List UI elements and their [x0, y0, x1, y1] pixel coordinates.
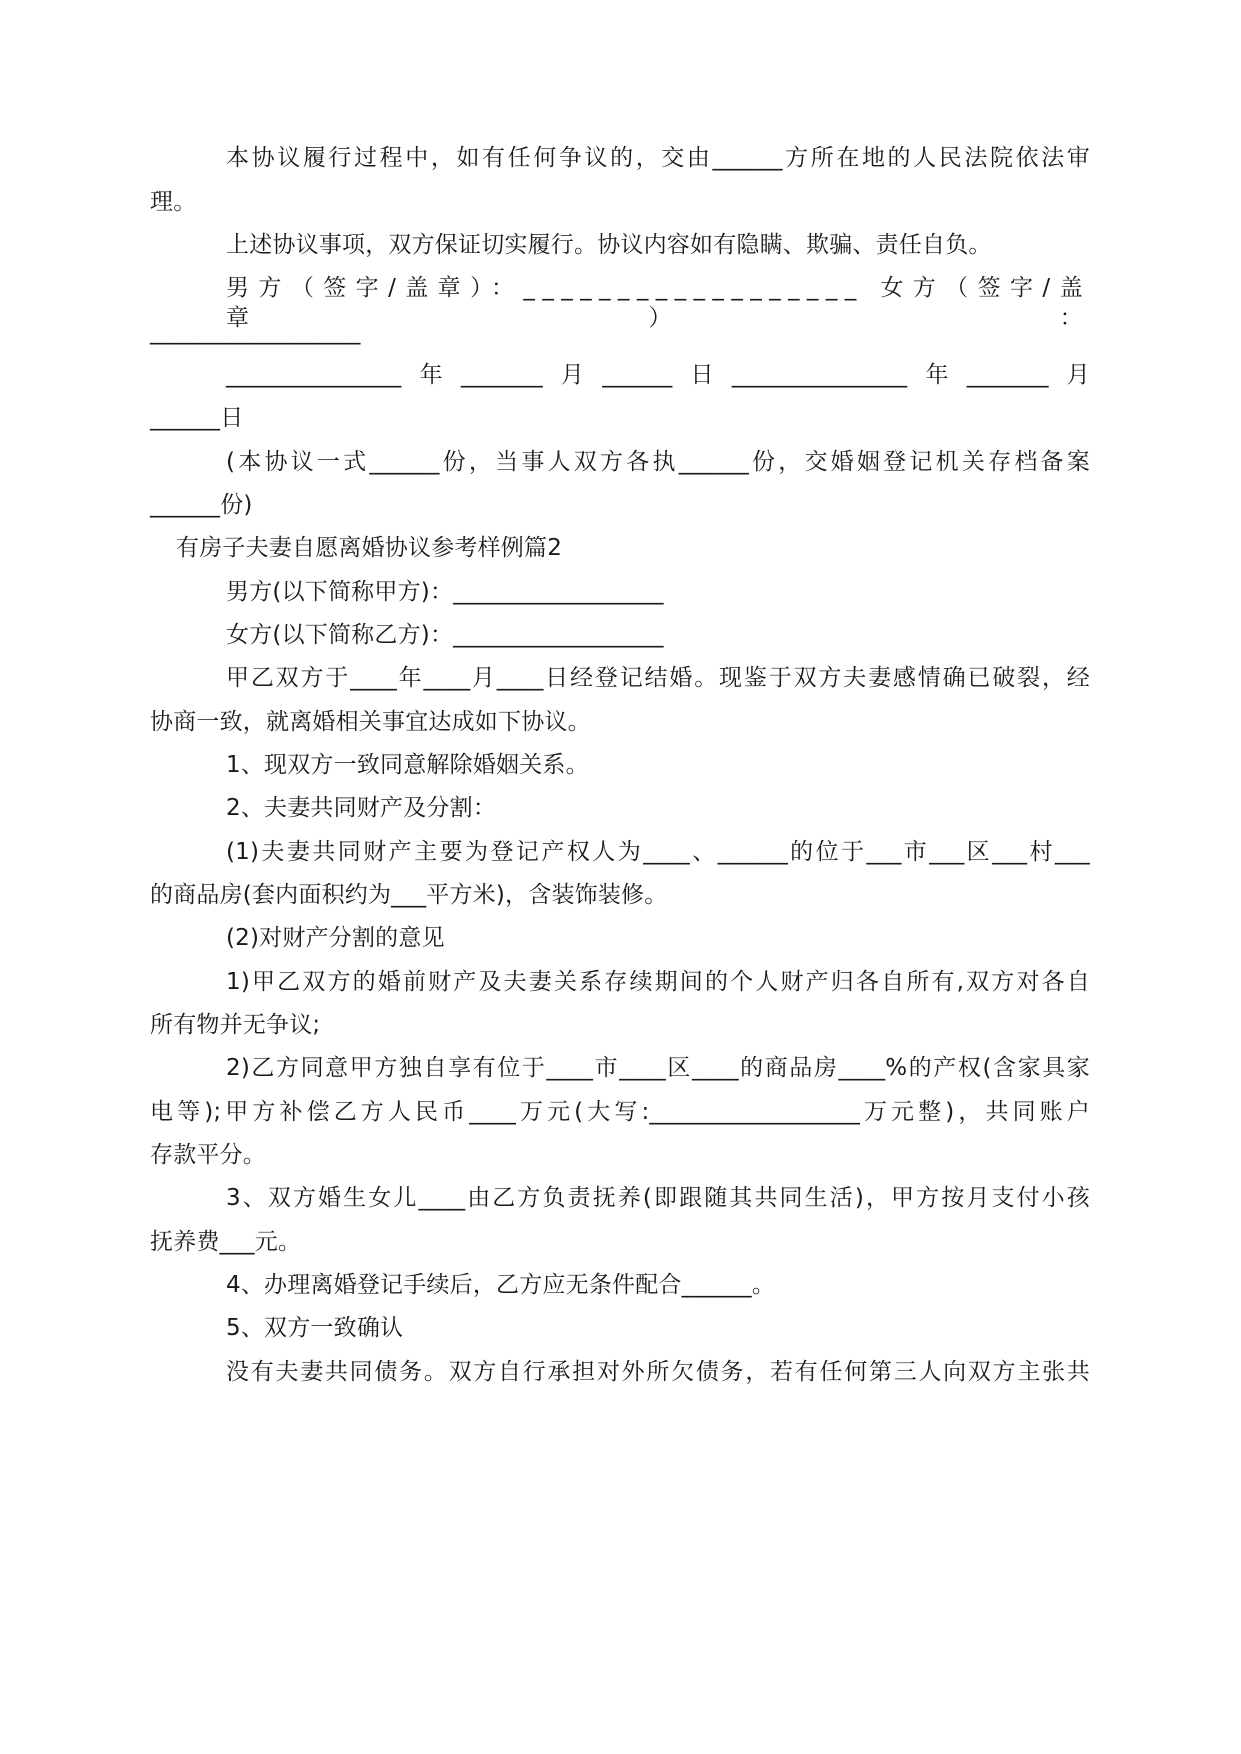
party-line: 男方(以下简称甲方)：__________________: [226, 579, 664, 605]
section-heading: 有房子夫妻自愿离婚协议参考样例篇2: [176, 535, 563, 561]
clause-line: 2)乙方同意甲方独自享有位于____市____区____的商品房____%的产权(含家具家: [226, 1055, 1090, 1081]
clause-line: 2、夫妻共同财产及分割：: [226, 795, 497, 821]
signature-line: 男方（签字/盖章）：__________________ 女方（签字/盖章）：: [226, 275, 1090, 331]
text-line: 上述协议事项，双方保证切实履行。协议内容如有隐瞒、欺骗、责任自负。: [226, 232, 992, 258]
clause-line: 所有物并无争议;: [150, 1012, 321, 1038]
text-line: 理。: [150, 189, 197, 215]
signature-blank: __________________: [150, 319, 361, 345]
date-line: _______________年_______月______日_______________年_______月: [226, 362, 1090, 388]
clause-line: 的商品房(套内面积约为___平方米)，含装饰装修。: [150, 882, 668, 908]
clause-line: 1)甲乙双方的婚前财产及夫妻关系存续期间的个人财产归各自所有,双方对各自: [226, 969, 1090, 995]
clause-line: 1、现双方一致同意解除婚姻关系。: [226, 752, 589, 778]
clause-line: 5、双方一致确认: [226, 1315, 404, 1341]
clause-line: 存款平分。: [150, 1142, 266, 1168]
clause-line: (1)夫妻共同财产主要为登记产权人为____、______的位于___市___区___村___: [226, 839, 1090, 865]
date-line: ______日: [150, 405, 244, 431]
clause-line: 抚养费___元。: [150, 1229, 302, 1255]
clause-line: (2)对财产分割的意见: [226, 925, 445, 951]
clause-line: 没有夫妻共同债务。双方自行承担对外所欠债务，若有任何第三人向双方主张共: [226, 1359, 1090, 1385]
clause-line: 电等);甲方补偿乙方人民币____万元(大写:__________________万元整)，共同账户: [150, 1099, 1090, 1125]
text-line: 本协议履行过程中，如有任何争议的，交由______方所在地的人民法院依法审: [226, 145, 1090, 171]
text-line: 协商一致，就离婚相关事宜达成如下协议。: [150, 709, 591, 735]
clause-line: 4、办理离婚登记手续后，乙方应无条件配合______。: [226, 1272, 776, 1298]
text-line: 甲乙双方于____年____月____日经登记结婚。现鉴于双方夫妻感情确已破裂，经: [226, 665, 1090, 691]
text-line: ______份): [150, 492, 253, 518]
clause-line: 3、双方婚生女儿____由乙方负责抚养(即跟随其共同生活)，甲方按月支付小孩: [226, 1185, 1090, 1211]
party-line: 女方(以下简称乙方)：__________________: [226, 622, 664, 648]
text-line: (本协议一式______份，当事人双方各执______份，交婚姻登记机关存档备案: [226, 449, 1090, 475]
